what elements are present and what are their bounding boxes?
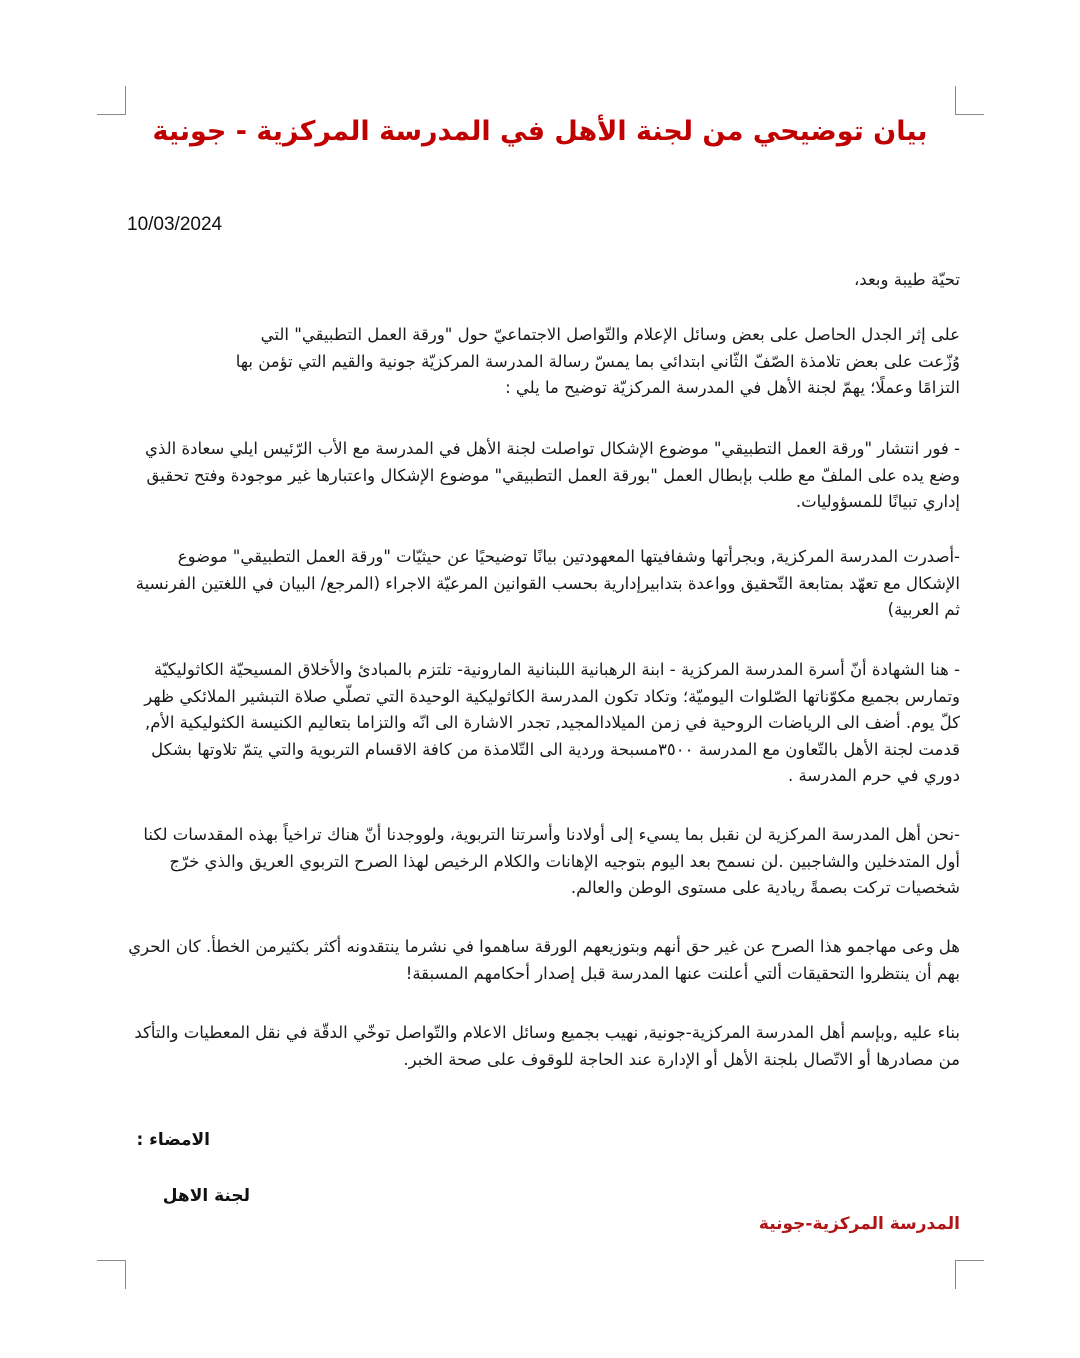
paragraph-4: - هنا الشهادة أنّ أسرة المدرسة المركزية - ابنة الرهبانية اللبنانية المارونية- تلتزم بالمبادئ والأخلاق المسيحيّة الكاثوليكيّة وتمارس بجميع مكوّناتها الصّلوات اليوميّة؛ وتكاد تكون المدرسة الكاثوليكية الوحيدة التي تصلّي صلاة التبشير الملائكي ظهر كلّ يوم. أضف الى الرياضات الروحية في زمن الميلادالمجيد, تجدر الاشارة الى انّه والتزاما بتعاليم الكنيسة الكثوليكية الأم, قدمت لجنة الأهل بالتّعاون مع المدرسة ٣٥٠٠مسبحة وردية الى التّلامذة من كافة الاقسام التربوية والتي يتمّ تلاوتها بشكل دوري في حرم المدرسة . [144, 660, 960, 785]
paragraph-3: -أصدرت المدرسة المركزية, وبجرأتها وشفافيتها المعهودتين بيانًا توضيحيًا عن حيثيّات "ورقة العمل التطبيقي" موضوع الإشكال مع تعهّد بمتابعة التّحقيق وواعدة بتدابيرإدارية بحسب القوانين المرعيّة الاجراء (المرجع/ البيان في اللغتين الفرنسية ثم العربية) [135, 547, 960, 619]
paragraph-2: - فور انتشار "ورقة العمل التطبيقي" موضوع الإشكال تواصلت لجنة الأهل في المدرسة مع الأب الرّئيس ايلي سعادة الذي وضع يده على الملفّ مع طلب بإبطال العمل "بورقة العمل التطبيقي" موضوع الإشكال واعتبارها غير موجودة وفتح تحقيق إداري تبيانًا للمسؤوليات. [145, 439, 960, 511]
document-date: 10/03/2024 [127, 214, 223, 235]
paragraph-5: -نحن أهل المدرسة المركزية لن نقبل بما يسيء إلى أولادنا وأسرتنا التربوية، ولووجدنا أنّ هناك تراخياً بهذه المقدسات لكنا أول المتدخلين والشاجبين .لن نسمح بعد اليوم بتوجيه الإهانات والكلام الرخيص لهذا الصرح التربوي العريق والذي خرّج شخصيات تركت بصمةً ريادية على مستوى الوطن والعالم. [143, 825, 960, 897]
crop-mark-bottom-right [955, 1260, 984, 1289]
school-name: المدرسة المركزية-جونية [758, 1214, 960, 1234]
crop-mark-bottom-left [97, 1260, 126, 1289]
crop-mark-top-left [97, 86, 126, 115]
paragraph-1-line-2: وُزّعت على بعض تلامذة الصّفّ الثّاني ابتدائي بما يمسّ رسالة المدرسة المركزيّة جونية والقيم التي تؤمن بها [235, 351, 960, 371]
greeting: تحيّة طيبة وبعد، [853, 270, 960, 289]
signature-committee: لجنة الاهل [162, 1186, 250, 1206]
paragraph-7: بناء عليه ,وبإسم أهل المدرسة المركزية-جونية, نهيب بجميع وسائل الاعلام والتّواصل توخّي الدقّة في نقل المعطيات والتأكد من مصادرها أو الاتّصال بلجنة الأهل أو الإدارة عند الحاجة للوقوف على صحة الخبر. [134, 1023, 960, 1069]
document-title: بيان توضيحي من لجنة الأهل في المدرسة المركزية - جونية [152, 116, 928, 147]
paragraph-1 [125, 322, 960, 402]
paragraph-1-line-3: التزامًا وعملًا؛ يهمّ لجنة الأهل في المدرسة المركزيّة توضيح ما يلي : [505, 378, 960, 397]
signature-label: الامضاء : [136, 1130, 210, 1150]
paragraph-1-line-1: على إثر الجدل الحاصل على بعض وسائل الإعلام والتّواصل الاجتماعيّ حول "ورقة العمل التطبيقي" التي [260, 325, 960, 344]
crop-mark-top-right [955, 86, 984, 115]
paragraph-6: هل وعى مهاجمو هذا الصرح عن غير حق أنهم وبتوزيعهم الورقة ساهموا في نشرما ينتقدونه أكثر بكثيرمن الخطأ. كان الحري بهم أن ينتظروا التحقيقات ألتي أعلنت عنها المدرسة قبل إصدار أحكامهم المسبقة! [128, 937, 960, 983]
